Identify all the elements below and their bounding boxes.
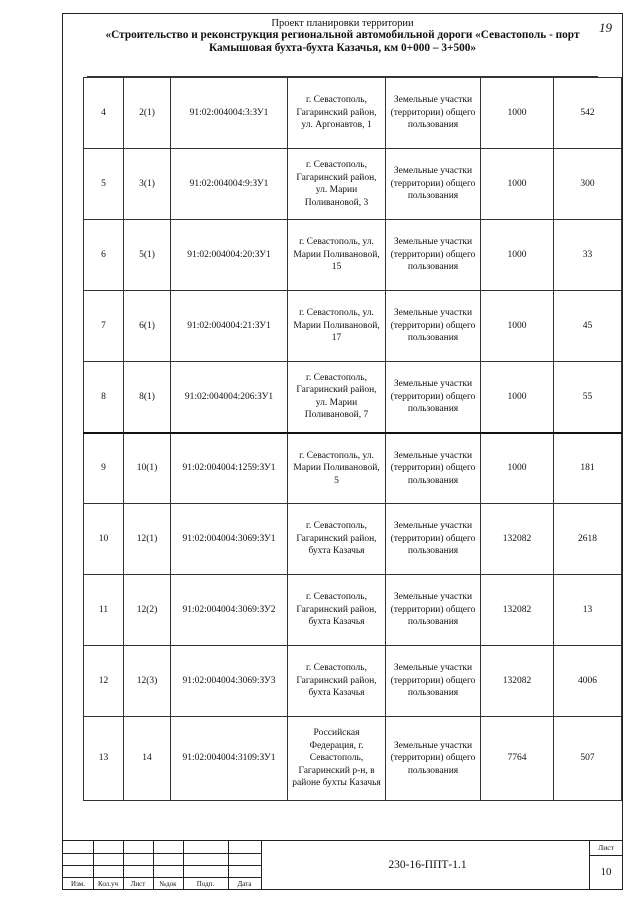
stamp-label-koluch: Кол.уч [98,880,118,888]
document-code: 230-16-ППТ-1.1 [261,841,593,889]
cell-plot-number: 3(1) [124,149,171,220]
cell-plot-number: 12(2) [124,575,171,646]
cell-plot-number: 5(1) [124,220,171,291]
cell-area: 132082 [481,575,554,646]
cell-part-area: 33 [554,220,622,291]
table-row [84,362,622,433]
cell-area: 1000 [481,433,554,504]
cell-cadastral-id: 91:02:004004:3069:ЗУ2 [171,575,288,646]
cell-part-area: 45 [554,291,622,362]
cell-row-number: 11 [84,575,124,646]
cell-row-number: 4 [84,78,124,149]
revision-grid [63,841,261,889]
cell-plot-number: 6(1) [124,291,171,362]
page-frame [62,13,623,890]
cell-area: 1000 [481,149,554,220]
cell-address: г. Севастополь, ул. Марии Поливановой, 15 [288,220,386,291]
stamp-label-izm: Изм. [71,880,85,888]
cell-category: Земельные участки (территории) общего пользования [386,362,481,433]
header-title-line2: Камышовая бухта-бухта Казачья, км 0+000 – 3+500» [208,42,477,54]
cell-part-area: 542 [554,78,622,149]
cell-address: г. Севастополь, ул. Марии Поливановой, 17 [288,291,386,362]
table-row [84,78,622,149]
cell-area: 1000 [481,291,554,362]
cell-row-number: 13 [84,717,124,801]
cell-area: 7764 [481,717,554,801]
cell-row-number: 12 [84,646,124,717]
stamp-label-data: Дата [237,880,252,888]
title-block [63,840,622,889]
cell-address: г. Севастополь, Гагаринский район, бухта Казачья [288,575,386,646]
cell-part-area: 13 [554,575,622,646]
cell-cadastral-id: 91:02:004004:3:ЗУ1 [171,78,288,149]
cell-category: Земельные участки (территории) общего пользования [386,504,481,575]
cell-plot-number: 2(1) [124,78,171,149]
cell-area: 1000 [481,78,554,149]
table-row [84,433,622,504]
cell-cadastral-id: 91:02:004004:3069:ЗУ3 [171,646,288,717]
cell-part-area: 2618 [554,504,622,575]
table-row [84,291,622,362]
cell-cadastral-id: 91:02:004004:20:ЗУ1 [171,220,288,291]
document-header [63,18,622,55]
header-subtitle: Проект планировки территории [271,18,414,29]
sheet-label: Лист [590,841,622,856]
cell-category: Земельные участки (территории) общего пользования [386,78,481,149]
cell-row-number: 6 [84,220,124,291]
table-row [84,504,622,575]
cell-category: Земельные участки (территории) общего пользования [386,433,481,504]
cell-cadastral-id: 91:02:004004:206:ЗУ1 [171,362,288,433]
cell-row-number: 9 [84,433,124,504]
cell-cadastral-id: 91:02:004004:9:ЗУ1 [171,149,288,220]
cell-category: Земельные участки (территории) общего пользования [386,220,481,291]
cell-plot-number: 8(1) [124,362,171,433]
cell-plot-number: 10(1) [124,433,171,504]
cell-area: 1000 [481,220,554,291]
table-row [84,220,622,291]
cell-row-number: 10 [84,504,124,575]
stamp-label-list: Лист [130,880,146,888]
cell-category: Земельные участки (территории) общего пользования [386,575,481,646]
cell-part-area: 55 [554,362,622,433]
table-row [84,575,622,646]
cell-area: 1000 [481,362,554,433]
cell-row-number: 7 [84,291,124,362]
cell-address: г. Севастополь, ул. Марии Поливановой, 5 [288,433,386,504]
cell-cadastral-id: 91:02:004004:3109:ЗУ1 [171,717,288,801]
cell-address: г. Севастополь, Гагаринский район, ул. Аргонавтов, 1 [288,78,386,149]
cell-plot-number: 14 [124,717,171,801]
sheet-number: 10 [600,866,612,878]
cell-plot-number: 12(1) [124,504,171,575]
cell-cadastral-id: 91:02:004004:21:ЗУ1 [171,291,288,362]
table-row [84,646,622,717]
cell-plot-number: 12(3) [124,646,171,717]
cell-category: Земельные участки (территории) общего пользования [386,717,481,801]
cell-part-area: 507 [554,717,622,801]
cell-row-number: 8 [84,362,124,433]
table-row [84,149,622,220]
cell-category: Земельные участки (территории) общего пользования [386,149,481,220]
cell-part-area: 300 [554,149,622,220]
cell-area: 132082 [481,646,554,717]
land-plots-table [83,77,622,801]
cell-address: г. Севастополь, Гагаринский район, бухта Казачья [288,646,386,717]
cell-category: Земельные участки (территории) общего пользования [386,646,481,717]
cell-address: Российская Федерация, г. Севастополь, Гагаринский р-н, в районе бухты Казачья [288,717,386,801]
cell-area: 132082 [481,504,554,575]
cell-part-area: 4006 [554,646,622,717]
sheet-box [589,841,622,889]
cell-category: Земельные участки (территории) общего пользования [386,291,481,362]
cell-address: г. Севастополь, Гагаринский район, ул. Марии Поливановой, 3 [288,149,386,220]
page-number: 19 [599,20,612,35]
cell-part-area: 181 [554,433,622,504]
cell-row-number: 5 [84,149,124,220]
cell-address: г. Севастополь, Гагаринский район, ул. Марии Поливановой, 7 [288,362,386,433]
cell-cadastral-id: 91:02:004004:3069:ЗУ1 [171,504,288,575]
header-title-line1: «Строительство и реконструкция региональной автомобильной дороги «Севастополь - порт [105,29,580,41]
cell-cadastral-id: 91:02:004004:1259:ЗУ1 [171,433,288,504]
stamp-label-ndok: №док [159,880,177,888]
cell-address: г. Севастополь, Гагаринский район, бухта Казачья [288,504,386,575]
stamp-label-podp: Подп. [196,880,215,888]
table-row [84,717,622,801]
